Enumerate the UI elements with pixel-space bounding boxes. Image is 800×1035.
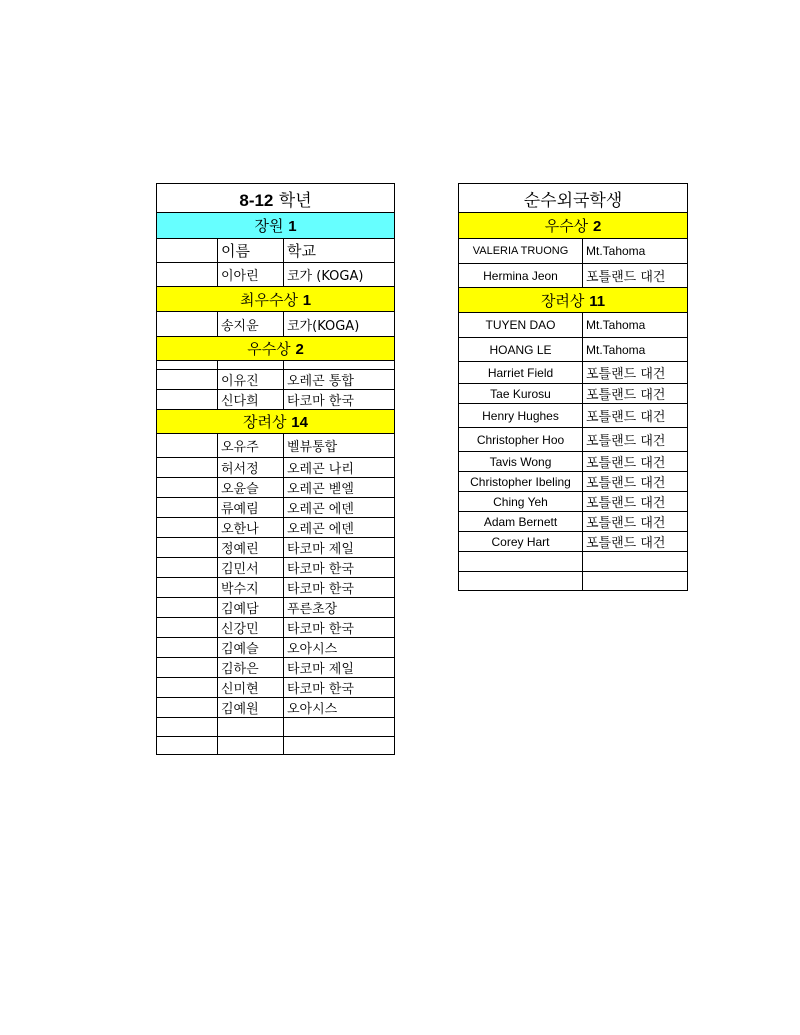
table-row: 김예담 푸른초장 xyxy=(157,598,395,618)
table-row: 신강민 타코마 한국 xyxy=(157,618,395,638)
table-row: 허서정 오레곤 나리 xyxy=(157,458,395,478)
table-row: Tae Kurosu 포틀랜드 대건 xyxy=(459,384,688,404)
foreign-table-title: 순수외국학생 xyxy=(459,184,688,213)
section-header-encouragement: 장려상 11 xyxy=(459,288,688,313)
table-row: TUYEN DAO Mt.Tahoma xyxy=(459,313,688,338)
table-row: Ching Yeh 포틀랜드 대건 xyxy=(459,492,688,512)
table-row: Tavis Wong 포틀랜드 대건 xyxy=(459,452,688,472)
table-row: 김하은 타코마 제일 xyxy=(157,658,395,678)
table-row: Christopher Hoo 포틀랜드 대건 xyxy=(459,428,688,452)
table-row: 김예슬 오아시스 xyxy=(157,638,395,658)
table-row: VALERIA TRUONG Mt.Tahoma xyxy=(459,239,688,264)
table-row: Corey Hart 포틀랜드 대건 xyxy=(459,532,688,552)
table-row: Henry Hughes 포틀랜드 대건 xyxy=(459,404,688,428)
table-row: 이름 학교 xyxy=(157,239,395,263)
table-row: 오유주 벨뷰통합 xyxy=(157,434,395,458)
table-row: 이아린 코가 (KOGA) xyxy=(157,263,395,287)
table-row: 이유진 오레곤 통합 xyxy=(157,370,395,390)
grade-8-12-table xyxy=(156,183,395,755)
table-row: Harriet Field 포틀랜드 대건 xyxy=(459,362,688,384)
table-row: HOANG LE Mt.Tahoma xyxy=(459,338,688,362)
table-row: 박수지 타코마 한국 xyxy=(157,578,395,598)
table-row: Hermina Jeon 포틀랜드 대건 xyxy=(459,264,688,288)
table-row xyxy=(157,737,395,755)
section-header-encouragement: 장려상 14 xyxy=(157,410,395,434)
table-row: Christopher Ibeling 포틀랜드 대건 xyxy=(459,472,688,492)
table-row: 신다희 타코마 한국 xyxy=(157,390,395,410)
table-row xyxy=(459,552,688,572)
table-row: 오윤슬 오레곤 벧엘 xyxy=(157,478,395,498)
section-header-grand-prize: 장원 1 xyxy=(157,213,395,239)
section-header-excellence: 우수상 2 xyxy=(157,337,395,361)
table-row: Adam Bernett 포틀랜드 대건 xyxy=(459,512,688,532)
table-row: 류예림 오레곤 에덴 xyxy=(157,498,395,518)
table-row: 신미현 타코마 한국 xyxy=(157,678,395,698)
table-row: 정예린 타코마 제일 xyxy=(157,538,395,558)
table-row: 김민서 타코마 한국 xyxy=(157,558,395,578)
table-row: 송지윤 코가(KOGA) xyxy=(157,312,395,337)
section-header-top-prize: 최우수상 1 xyxy=(157,287,395,312)
table-row: 오한나 오레곤 에덴 xyxy=(157,518,395,538)
table-row xyxy=(157,718,395,737)
foreign-students-table xyxy=(458,183,688,591)
table-row xyxy=(459,572,688,591)
grade-table-title: 8-12 학년 xyxy=(157,184,395,213)
section-header-excellence: 우수상 2 xyxy=(459,213,688,239)
table-row: 김예원 오아시스 xyxy=(157,698,395,718)
